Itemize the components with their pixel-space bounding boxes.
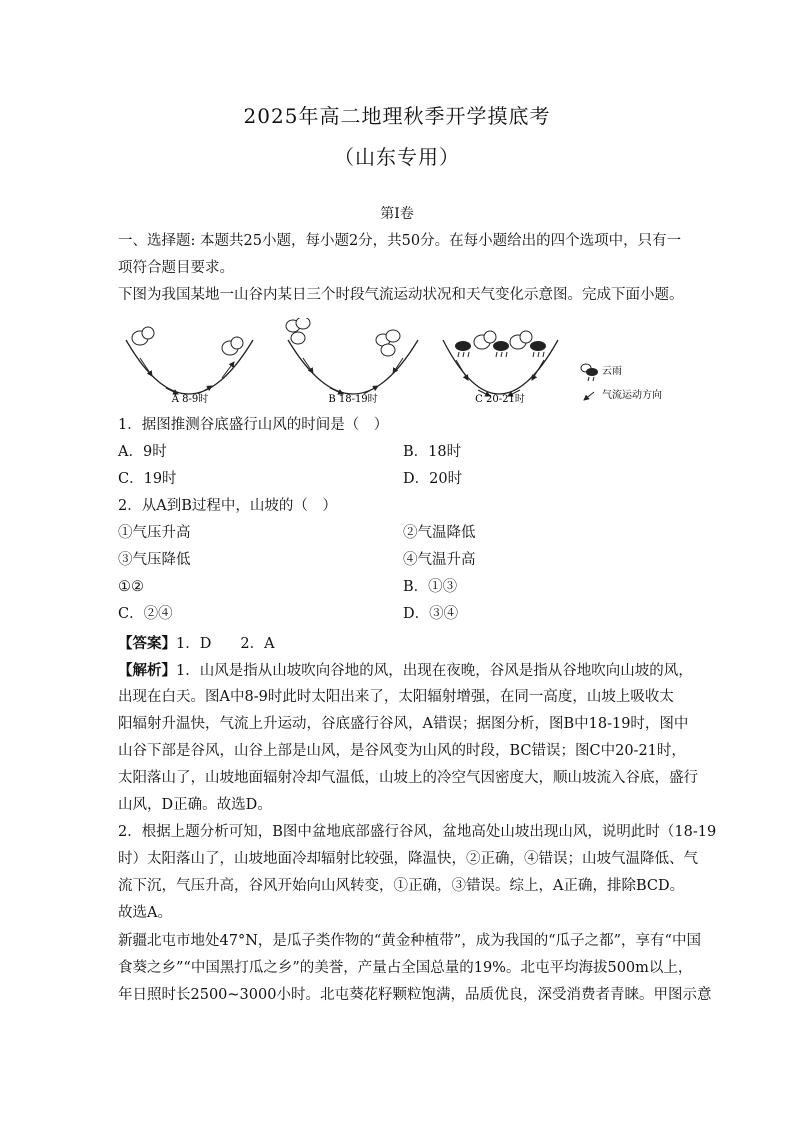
- answer-label: 【答案】: [118, 635, 176, 652]
- panel-b: [286, 318, 418, 394]
- analysis-line: 阳辐射升温快，气流上升运动，谷底盛行谷风，A错误；据图分析，图B中18-19时，图中: [118, 716, 689, 732]
- q1-option-a: A．9时: [118, 444, 167, 460]
- cloud-rain-icon: [455, 341, 471, 357]
- instruction-line: 项符合题目要求。: [118, 260, 234, 276]
- q1-option-c: C．19时: [118, 471, 177, 487]
- q2-option-d: D．③④: [403, 606, 459, 622]
- q1-option-b: B．18时: [403, 444, 462, 460]
- legend-arrow-icon: [584, 392, 594, 400]
- instruction-line: 一、选择题: 本题共25小题，每小题2分，共50分。在每小题给出的四个选项中，只有一: [118, 233, 682, 249]
- passage-line: 新疆北屯市地处47°N，是瓜子类作物的“黄金种植带”，成为我国的“瓜子之都”，享有“中国: [118, 933, 701, 949]
- cloud-icon: [286, 318, 310, 344]
- legend-airflow-label: 气流运动方向: [602, 390, 662, 401]
- panel-label-a: A 8-9时: [171, 394, 209, 405]
- intro-text: 下图为我国某地一山谷内某日三个时段气流运动状况和天气变化示意图。完成下面小题。: [118, 287, 684, 303]
- figure-legend: [581, 364, 662, 401]
- airflow-arrow: [198, 386, 212, 394]
- cloud-icon: [510, 331, 532, 349]
- q2-item-2: ②气温降低: [403, 525, 476, 541]
- passage-line: 年日照时长2500~3000小时。北屯葵花籽颗粒饱满，品质优良，深受消费者青睐。甲图示意: [118, 987, 712, 1003]
- question-2-stem: 2．从A到B过程中，山坡的（ ）: [118, 498, 337, 514]
- airflow-arrow: [456, 360, 468, 380]
- analysis-line: 时）太阳落山了，山坡地面冷却辐射比较强，降温快，②正确，④错误；山坡气温降低、气: [118, 851, 698, 867]
- analysis-line: 故选A。: [118, 905, 172, 921]
- legend-cloud-rain-label: 云雨: [602, 366, 622, 377]
- cloud-rain-icon: [493, 341, 509, 357]
- cloud-icon: [132, 327, 154, 345]
- q1-option-d: D．20时: [403, 471, 463, 487]
- panel-a: [126, 327, 253, 394]
- q2-option-c: C．②④: [118, 606, 173, 622]
- page-subtitle: （山东专用）: [334, 145, 460, 169]
- analysis-line: [118, 657, 693, 685]
- valley-wind-figure: [118, 318, 688, 413]
- analysis-line: 太阳落山了，山坡地面辐射冷却气温低，山坡上的冷空气因密度大，顺山坡流入谷底，盛行: [118, 770, 698, 786]
- panel-label-c: C 20-21时: [475, 394, 525, 405]
- panel-c: [443, 331, 558, 396]
- question-1-stem: 1．据图推测谷底盛行山风的时间是（ ）: [118, 417, 389, 433]
- analysis-label: 【解析】: [118, 662, 176, 679]
- analysis-line: 山谷下部是谷风，山谷上部是山风，是谷风变为山风的时段，BC错误；图C中20-21时，: [118, 743, 686, 759]
- panel-label-b: B 18-19时: [328, 394, 378, 405]
- answer-text: 1．D 2．A: [176, 636, 275, 652]
- analysis-line: 山风，D正确。故选D。: [118, 797, 272, 813]
- cloud-rain-icon: [530, 341, 546, 357]
- cloud-rain-icon: [581, 364, 598, 381]
- q2-item-4: ④气温升高: [403, 552, 476, 568]
- q2-item-3: ③气压降低: [118, 552, 191, 568]
- page-title: 2025年高二地理秋季开学摸底考: [243, 104, 551, 128]
- passage-line: 食葵之乡”“中国黑打瓜之乡”的美誉，产量占全国总量的19%。北屯平均海拔500m以上，: [118, 960, 693, 976]
- airflow-arrow: [303, 358, 313, 373]
- valley-profile: [288, 340, 418, 394]
- analysis-line: 2．根据上题分析可知，B图中盆地底部盛行谷风，盆地高处山坡出现山风，说明此时（18-19: [118, 824, 717, 840]
- analysis-text: 1．山风是指从山坡吹向谷地的风，出现在夜晚，谷风是指从谷地吹向山坡的风，: [176, 663, 693, 679]
- q2-option-b: B．①③: [403, 579, 458, 595]
- airflow-arrow: [532, 360, 544, 380]
- airflow-arrow: [393, 358, 403, 373]
- cloud-icon: [376, 330, 400, 356]
- analysis-line: 流下沉，气压升高，谷风开始向山风转变，①正确，③错误。综上，A正确，排除BCD。: [118, 878, 685, 894]
- q2-option-a: ①②: [118, 579, 144, 595]
- section-heading: 第I卷: [380, 206, 414, 222]
- q2-item-1: ①气压升高: [118, 525, 191, 541]
- cloud-icon: [222, 337, 243, 355]
- cloud-icon: [474, 331, 496, 349]
- analysis-line: 出现在白天。图A中8-9时此时太阳出来了，太阳辐射增强，在同一高度，山坡上吸收太: [118, 689, 674, 705]
- answer-line: [118, 630, 678, 658]
- airflow-arrow: [140, 358, 152, 376]
- airflow-arrow: [364, 386, 378, 394]
